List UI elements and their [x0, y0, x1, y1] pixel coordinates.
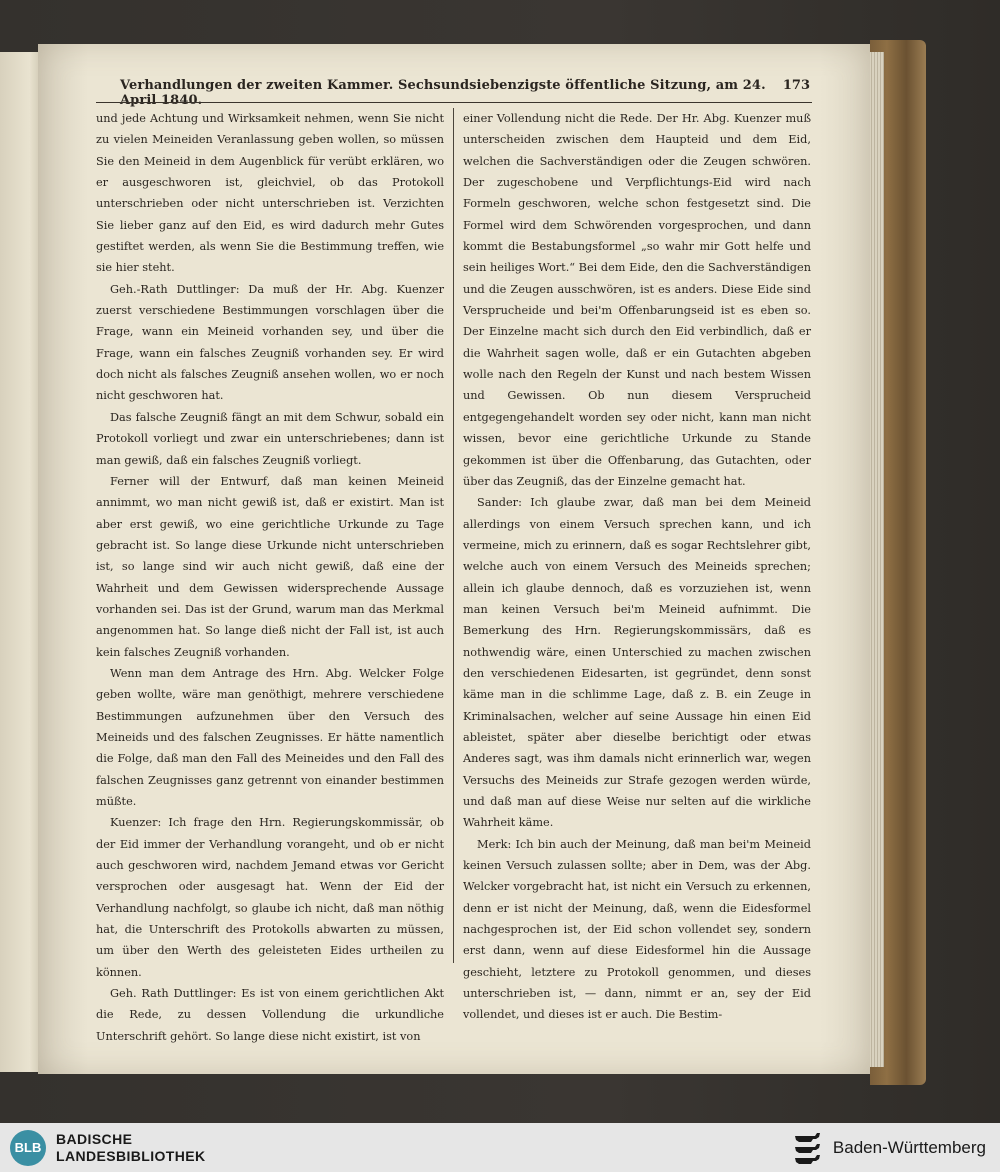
blb-name [56, 1131, 206, 1165]
paragraph: Ferner will der Entwurf, daß man keinen Meineid annimmt, wo man nicht gewiß ist, daß er existirt. Man ist aber erst gewiß, wo eine gerichtliche Urkunde zu Tage gebracht ist. So lange diese Urkunde nicht unterschrieben ist, so lange sind wir auch nicht gewiß, daß eine der Wahrheit und dem Gewissen widersprechende Aussage vorhanden sei. Das ist der Grund, warum man das Merkmal angenommen hat. So lange dieß nicht der Fall ist, ist auch kein falsches Zeugniß vorhanden. [96, 474, 444, 659]
paragraph: Wenn man dem Antrage des Hrn. Abg. Welcker Folge geben wollte, wäre man genöthigt, mehrere verschiedene Bestimmungen aufzunehmen über den Versuch des Meineids und des falschen Zeugnisses. Er hätte namentlich die Folge, daß man den Fall des Meineides und den Fall des falschen Zeugnisses ganz getrennt von einander bestimmen müßte. [96, 666, 444, 808]
paragraph: einer Vollendung nicht die Rede. Der Hr. Abg. Kuenzer muß unterscheiden zwischen dem Haupteid und dem Eid, welchen die Sachverständigen oder die Zeugen schwören. Der zugeschobene und Verpflichtungs-Eid wird nach Formeln geschworen, welche schon festgesetzt sind. Die Formel wird dem Schwörenden vorgesprochen, und dann kommt die Bestabungsformel „so wahr mir Gott helfe und sein heiliges Wort.“ Bei dem Eide, den die Sachverständigen und die Zeugen ausschwören, ist es anders. Diese Eide sind Versprucheide und bei'm Offenbarungseid ist es eben so. Der Einzelne macht sich durch den Eid verbindlich, daß er die Wahrheit sagen wolle, daß er ein Gutachten abgeben wolle nach den Regeln der Kunst und nach bestem Wissen und Gewissen. Ob nun diesem Versprucheid entgegengehandelt worden sey oder nicht, kann man nicht wissen, bevor eine gerichtliche Urkunde zu Stande gekommen ist über die Offenbarung, das Gutachten, oder über das Zeugniß, das der Einzelne gemacht hat. [463, 112, 811, 488]
paragraph: und jede Achtung und Wirksamkeit nehmen, wenn Sie nicht zu vielen Meineiden Veranlassung geben wollen, so müssen Sie den Meineid in dem Augenblick für verübt erklären, wo er ausgeschworen ist, gleichviel, ob das Protokoll unterschrieben oder nicht unterschrieben ist. Verzichten Sie lieber ganz auf den Eid, es wird dadurch mehr Gutes gestiftet werden, als wenn Sie die Bestimmung treffen, wie sie hier steht. [96, 112, 444, 275]
blb-logo-icon: BLB [10, 1130, 46, 1166]
lions-crest-icon [791, 1130, 825, 1166]
blb-name-line1: BADISCHE [56, 1130, 133, 1147]
paragraph: Merk: Ich bin auch der Meinung, daß man bei'm Meineid keinen Versuch zulassen sollte; aber in Dem, was der Abg. Welcker vorgebracht hat, ist nicht ein Versuch zu erkennen, denn er ist nicht der Meinung, daß, wenn die Eidesformel nachgesprochen ist, der Eid schon vollendet sey, sondern erst dann, wenn auf diese Eidesformel hin die Aussage geschieht, letztere zu Protokoll genommen, und dieses unterschrieben ist, — dann, nimmt er an, sey der Eid vollendet, und dieses ist er auch. Die Bestim- [463, 837, 811, 1022]
running-header [120, 78, 810, 108]
column-divider [453, 108, 454, 963]
bw-branding[interactable] [791, 1130, 986, 1166]
header-rule [96, 102, 812, 103]
paragraph: Geh.-Rath Duttlinger: Da muß der Hr. Abg. Kuenzer zuerst verschiedene Bestimmungen vorschlagen über die Frage, wann ein Meineid vorhanden sey, und über die Frage, wann ein falsches Zeugniß vorhanden sey. Er wird doch nicht als falsches Zeugniß ansehen wollen, wo er noch nicht geschworen hat. [96, 282, 444, 403]
paragraph: Geh. Rath Duttlinger: Es ist von einem gerichtlichen Akt die Rede, zu dessen Vollendung die urkundliche Unterschrift gehört. So lange diese nicht existirt, ist von [96, 987, 444, 1043]
running-title: Verhandlungen der zweiten Kammer. Sechsundsiebenzigste öffentliche Sitzung, am 24. April 1840. [120, 78, 766, 108]
paragraph: Das falsche Zeugniß fängt an mit dem Schwur, sobald ein Protokoll vorliegt und zwar ein unterschriebenes; dann ist man gewiß, daß ein falsches Zeugniß vorliegt. [96, 410, 444, 467]
text-column-left [96, 108, 444, 1047]
blb-name-line2: LANDESBIBLIOTHEK [56, 1147, 206, 1164]
text-column-right [463, 108, 811, 1026]
blb-branding[interactable] [10, 1130, 206, 1166]
footer-bar [0, 1123, 1000, 1172]
bw-name: Baden-Württemberg [832, 1137, 986, 1157]
page-number: 173 [782, 78, 810, 93]
paragraph: Sander: Ich glaube zwar, daß man bei dem Meineid allerdings von einem Versuch sprechen kann, und ich vermeine, mich zu erinnern, daß es sogar Rechtslehrer gibt, welche auch von einem Versuch des Meineids sprechen; allein ich glaube dennoch, daß es vorzuziehen ist, wenn man keinen Versuch bei'm Meineid aufnimmt. Die Bemerkung des Hrn. Regierungskommissärs, daß es nothwendig wäre, einen Unterschied zu machen zwischen den verschiedenen Eidesarten, ist gegründet, denn sonst käme man in die schlimme Lage, daß z. B. ein Zeuge in Kriminalsachen, welcher auf seine Aussage hin einen Eid ableistet, später aber dieselbe berichtigt oder etwas Anderes sagt, was ihm damals nicht erinnerlich war, wegen Versuchs des Meineids zur Strafe gezogen werden würde, und daß man auf diese Weise nur selten auf die wirkliche Wahrheit käme. [463, 496, 811, 830]
paragraph: Kuenzer: Ich frage den Hrn. Regierungskommissär, ob der Eid immer der Verhandlung vorangeht, und ob er nicht auch geschworen wird, nachdem Jemand etwas vor Gericht versprochen oder ausgesagt hat. Wenn der Eid der Verhandlung nachfolgt, so glaube ich nicht, daß man nöthig hat, die Unterschrift des Protokolls abwarten zu müssen, um über den Werth des geleisteten Eides urtheilen zu können. [96, 816, 444, 979]
